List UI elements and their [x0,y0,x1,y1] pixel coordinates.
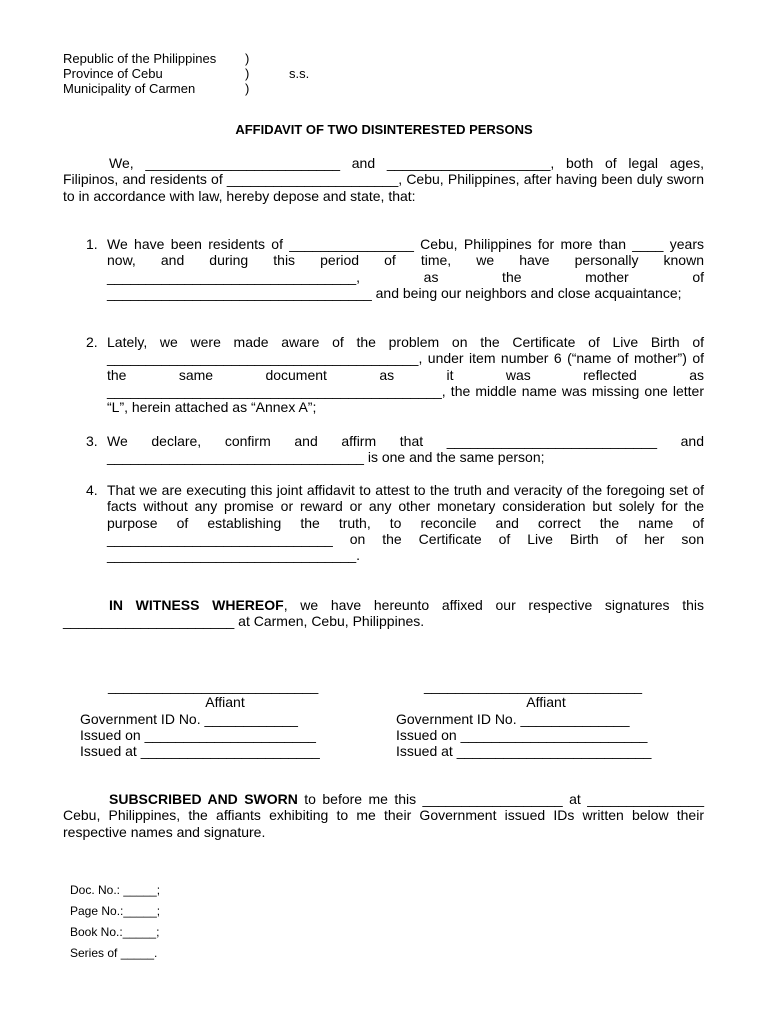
venue-line-municipality: Municipality of Carmen ) [63,81,250,96]
numbered-item-2 [86,334,704,415]
venue-paren: ) [245,66,250,81]
venue-line-province: Province of Cebu ) s.s. [63,66,310,81]
book-no-field: Book No.:_____; [70,925,160,939]
signature-line: ___________________________ [108,678,319,694]
signature-line: ____________________________ [424,678,643,694]
venue-paren: ) [245,81,250,96]
numbered-item-1 [86,236,704,301]
jurat-heading: SUBSCRIBED AND SWORN [109,791,298,807]
issued-at-field: Issued at _________________________ [396,743,652,760]
page-no-field: Page No.:_____; [70,904,161,918]
venue-paren: ) [245,51,250,66]
jurat-paragraph: SUBSCRIBED AND SWORN to before me this __________________ at _______________ Cebu, Philippines, the affiants exhibiting to me their Government issued IDs written below their respective names and signature. [63,791,704,840]
affiant-label: Affiant [526,694,566,711]
doc-no-field: Doc. No.: _____; [70,883,161,897]
series-field: Series of _____. [70,946,158,960]
item-text: We have been residents of ________________ Cebu, Philippines for more than ____ years now, and during this period of time, we have personally known ________________________________, as the mother of __________________________________ and being our neighbors and close acquaintance; [107,236,704,301]
intro-paragraph: We, _________________________ and _____________________, both of legal ages, Filipinos, and residents of ______________________, Cebu, Philippines, after having been duly sworn to in accordance with law, hereby depose and state, that: [63,155,704,204]
witness-heading: IN WITNESS WHEREOF [109,597,284,613]
venue-block [63,51,310,96]
venue-line-republic: Republic of the Philippines ) [63,51,250,66]
affiant-label: Affiant [205,694,245,711]
government-id-field: Government ID No. ______________ [396,710,630,727]
issued-at-field: Issued at _______________________ [80,743,320,760]
government-id-field: Government ID No. ____________ [80,710,298,727]
item-number: 2. [86,334,98,350]
affiant-block-right [396,678,696,759]
item-text: That we are executing this joint affidavit to attest to the truth and veracity of the foregoing set of facts without any promise or reward or any other monetary consideration but solely for the purpose of establishing the truth, to reconcile and correct the name of _____________________________ on the Certificate of Live Birth of her son ________________________________. [107,482,704,564]
notarial-register-block [70,880,160,964]
document-title: AFFIDAVIT OF TWO DISINTERESTED PERSONS [235,122,533,137]
issued-on-field: Issued on ______________________ [80,726,316,743]
item-text: We declare, confirm and affirm that ___________________________ and _________________________________ is one and the same person; [107,433,704,466]
witness-paragraph: IN WITNESS WHEREOF, we have hereunto affixed our respective signatures this ______________________ at Carmen, Cebu, Philippines. [63,597,704,630]
item-number: 3. [86,433,98,449]
venue-ss: s.s. [289,66,310,81]
issued-on-field: Issued on ________________________ [396,726,648,743]
item-number: 1. [86,236,98,252]
item-text: Lately, we were made aware of the problem on the Certificate of Live Birth of ________________________________________, under item number 6 (“name of mother”) of the same document as it was reflected as ___________________________________________, the middle name was missing one letter “L”, herein attached as “Annex A”; [107,334,704,416]
numbered-item-3 [86,433,704,466]
item-number: 4. [86,482,98,498]
numbered-item-4 [86,482,704,563]
affiant-block-left [80,678,370,759]
